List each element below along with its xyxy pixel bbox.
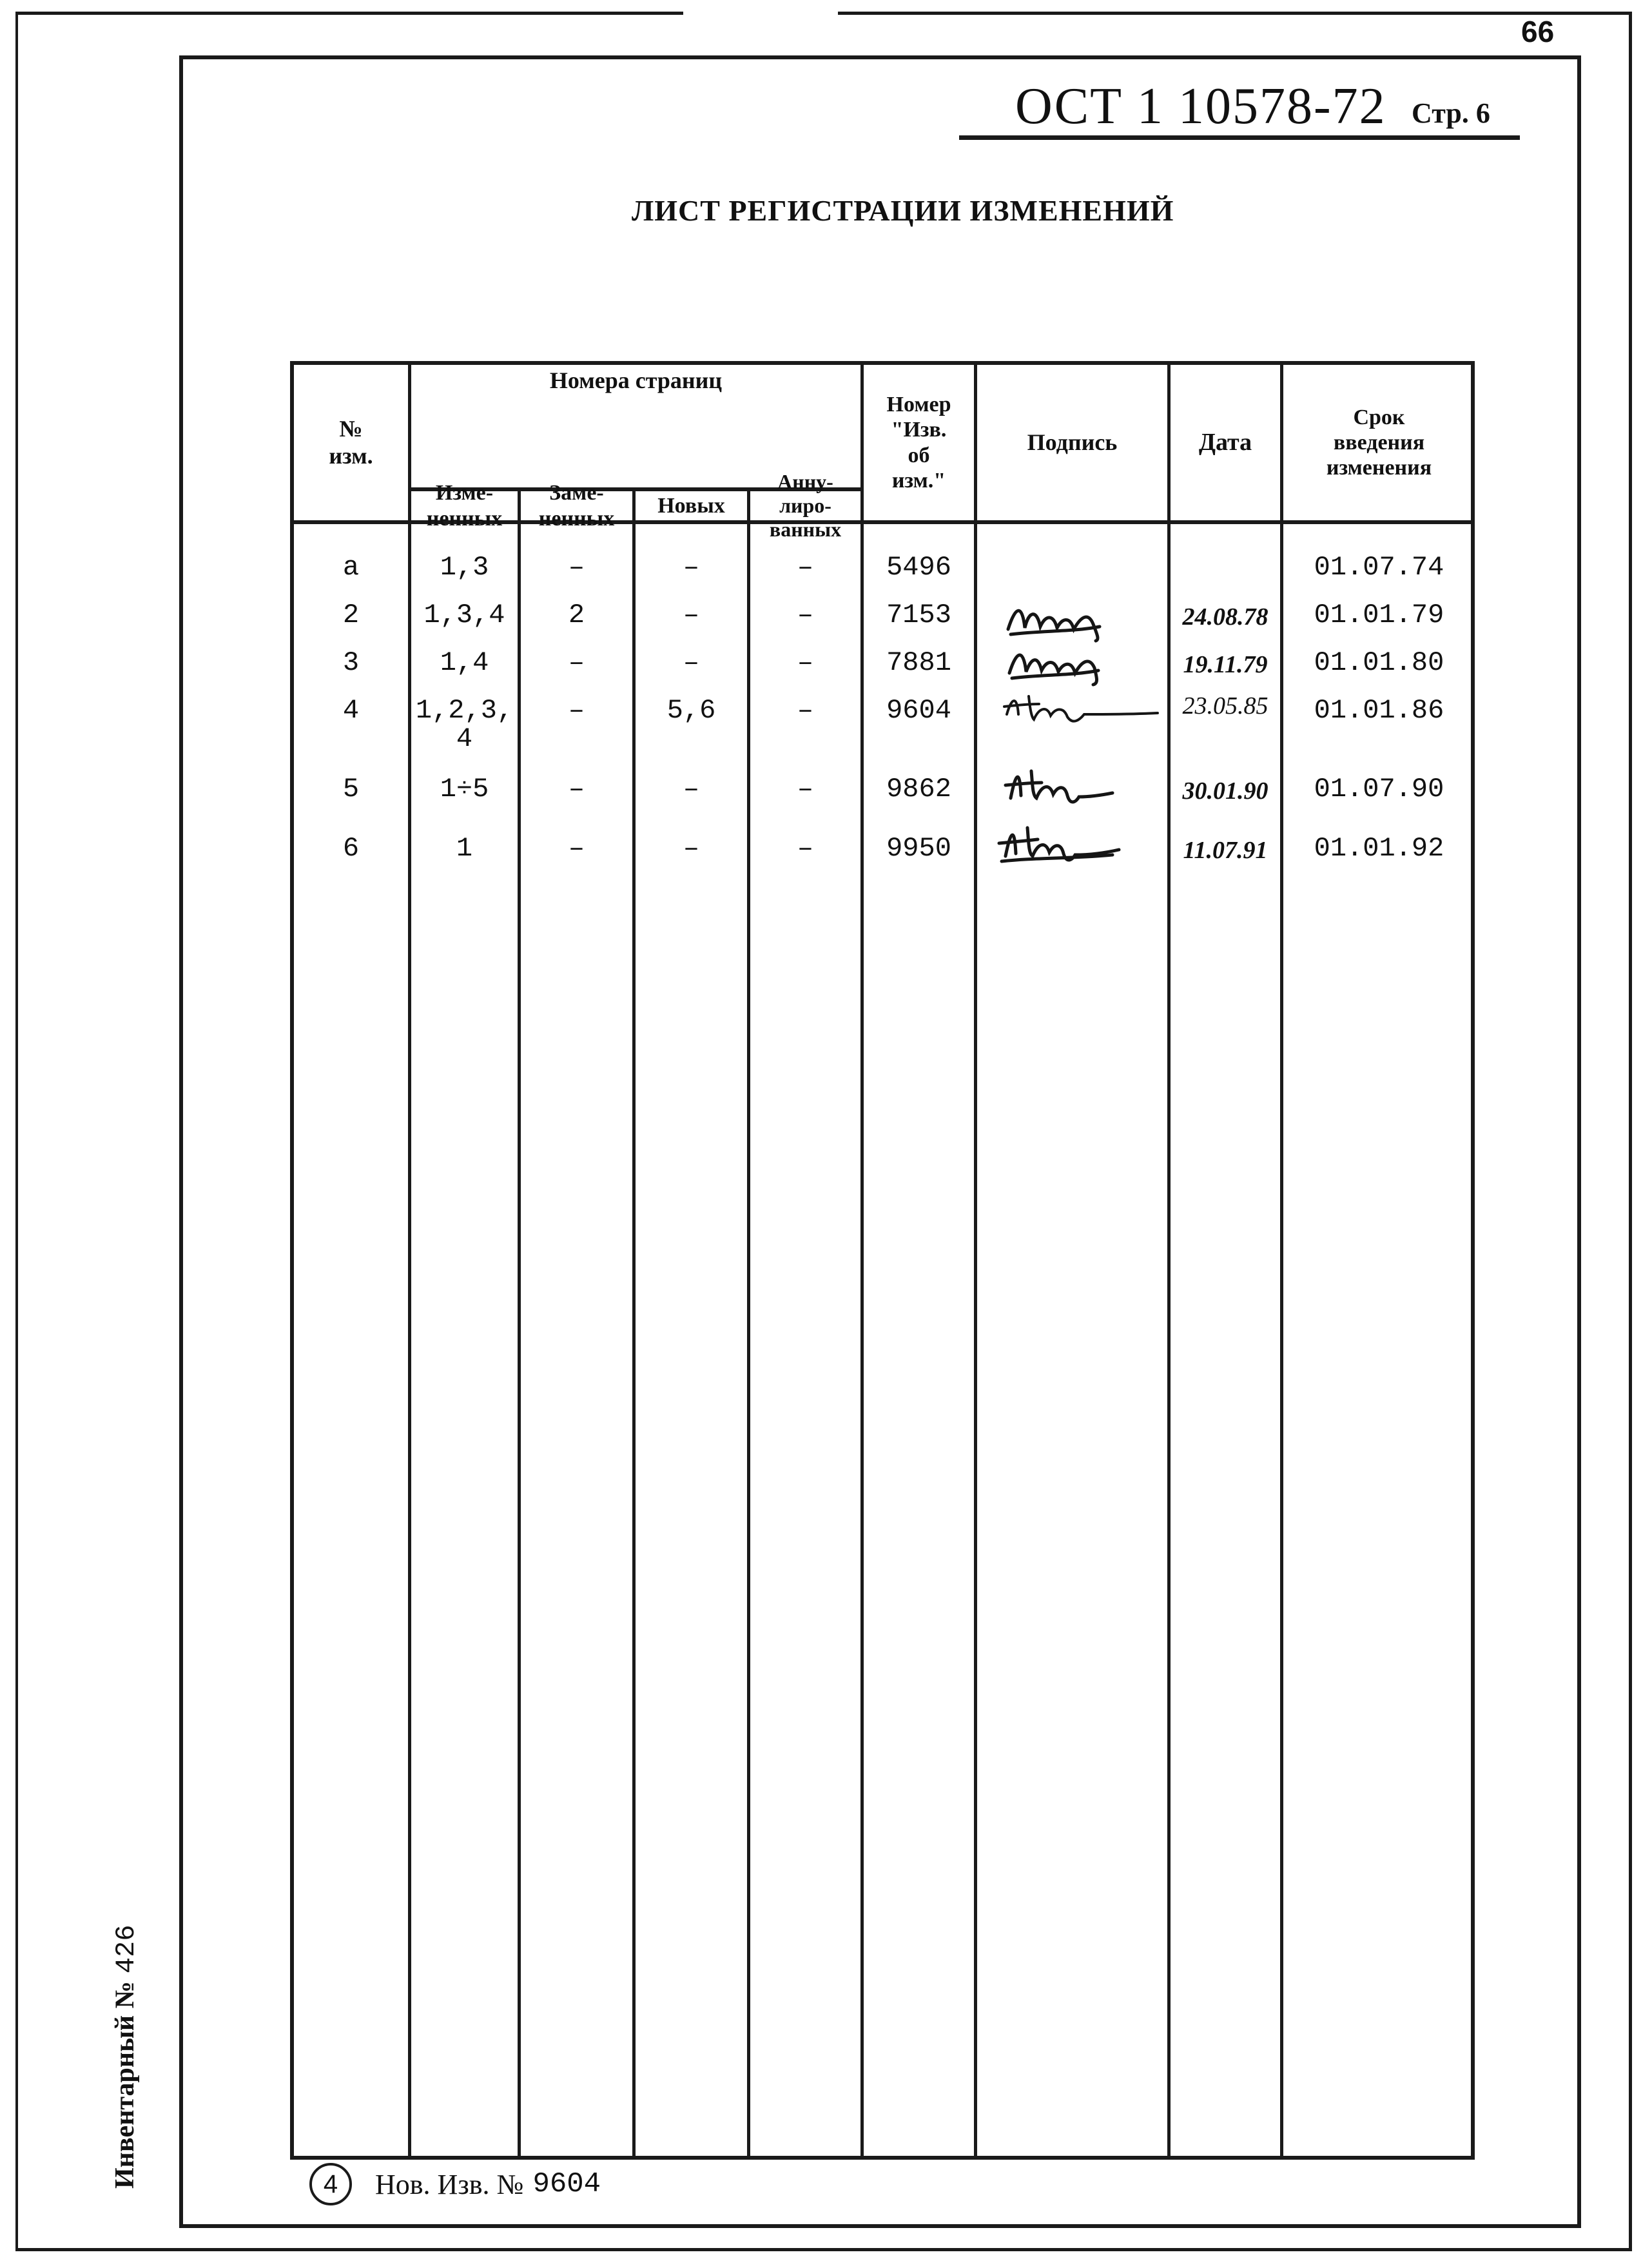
cell-new-pages: 5,6 — [666, 695, 716, 726]
cell-effective-date: 01.01.80 — [1314, 647, 1444, 678]
inventory-value: 426 — [111, 1924, 142, 1974]
cell-change-no: 4 — [342, 695, 360, 726]
cell-replaced-pages: – — [568, 647, 585, 678]
cell-effective-date: 01.07.74 — [1314, 552, 1444, 583]
col-divider — [974, 365, 977, 2156]
handwritten-signature — [1003, 689, 1164, 727]
cell-notice-no: 9950 — [886, 833, 951, 864]
cell-notice-no: 9862 — [886, 774, 951, 805]
col-divider — [860, 365, 864, 2156]
cell-effective-date: 01.01.92 — [1314, 833, 1444, 864]
cell-replaced-pages: – — [568, 552, 585, 583]
handwritten-signature — [1003, 759, 1132, 811]
cell-annulled-pages: – — [797, 647, 814, 678]
cell-change-no: 5 — [342, 774, 360, 805]
cell-date: 11.07.91 — [1183, 837, 1268, 864]
cell-replaced-pages: 2 — [568, 600, 585, 631]
cell-notice-no: 7153 — [886, 600, 951, 631]
cell-annulled-pages: – — [797, 695, 814, 726]
handwritten-signature — [1003, 598, 1132, 643]
cell-date: 30.01.90 — [1182, 777, 1268, 805]
header-effective-date: Срок введения изменения — [1326, 405, 1432, 480]
cell-notice-no: 9604 — [886, 695, 951, 726]
document-title: ЛИСТ РЕГИСТРАЦИИ ИЗМЕНЕНИЙ — [632, 194, 1174, 227]
cell-changed-pages: 1,4 — [440, 647, 489, 678]
cell-replaced-pages: – — [568, 774, 585, 805]
cell-notice-no: 5496 — [886, 552, 951, 583]
handwritten-signature — [996, 816, 1138, 868]
cell-date: 23.05.85 — [1182, 692, 1268, 719]
inventory-label: Инвентарный № — [110, 1981, 140, 2189]
cell-changed-pages: 1,2,3, 4 — [415, 695, 514, 755]
frame-gap — [683, 8, 838, 17]
col-divider — [632, 491, 636, 2156]
header-changed: Изме- ненных — [426, 481, 503, 531]
header-date: Дата — [1198, 428, 1252, 456]
col-divider — [747, 491, 750, 2156]
cell-replaced-pages: – — [568, 833, 585, 864]
cell-date: 19.11.79 — [1183, 651, 1268, 678]
cell-changed-pages: 1,3 — [440, 552, 489, 583]
header-change-no: № изм. — [329, 416, 373, 469]
cell-effective-date: 01.01.79 — [1314, 600, 1444, 631]
footer-text: Нов. Изв. № — [375, 2168, 524, 2200]
cell-new-pages: – — [683, 774, 700, 805]
circled-number: 4 — [309, 2163, 352, 2205]
cell-change-no: 6 — [342, 833, 360, 864]
col-divider — [518, 491, 521, 2156]
col-divider — [1167, 365, 1171, 2156]
standard-code: ОСТ 1 10578-72 — [1015, 78, 1386, 135]
cell-changed-pages: 1,3,4 — [423, 600, 505, 631]
cell-annulled-pages: – — [797, 552, 814, 583]
handwritten-signature — [1003, 643, 1132, 689]
footer-notice-number: 9604 — [532, 2168, 601, 2200]
cell-change-no: 2 — [342, 600, 360, 631]
cell-new-pages: – — [683, 647, 700, 678]
cell-annulled-pages: – — [797, 600, 814, 631]
footer-note — [309, 2163, 601, 2205]
cell-changed-pages: 1 — [456, 833, 473, 864]
cell-change-no: 3 — [342, 647, 360, 678]
cell-replaced-pages: – — [568, 695, 585, 726]
cell-effective-date: 01.07.90 — [1314, 774, 1444, 805]
header-replaced: Заме- ненных — [538, 481, 615, 531]
cell-new-pages: – — [683, 600, 700, 631]
header-new: Новых — [657, 493, 725, 518]
cell-new-pages: – — [683, 552, 700, 583]
cell-date: 24.08.78 — [1182, 603, 1268, 631]
header-signature: Подпись — [1027, 429, 1118, 455]
col-divider — [408, 365, 411, 2156]
header-notice-no: Номер "Изв. об изм." — [886, 393, 951, 493]
header-annulled: Анну- лиро- ванных — [769, 470, 842, 541]
standard-code-underline — [959, 135, 1520, 140]
change-register-table — [290, 361, 1475, 2160]
col-divider — [1280, 365, 1283, 2156]
cell-changed-pages: 1÷5 — [440, 774, 489, 805]
page-label: Стр. 6 — [1412, 97, 1490, 129]
inventory-number — [110, 1925, 142, 2189]
header-page-numbers: Номера страниц — [549, 367, 723, 393]
cell-effective-date: 01.01.86 — [1314, 695, 1444, 726]
cell-annulled-pages: – — [797, 833, 814, 864]
cell-notice-no: 7881 — [886, 647, 951, 678]
cell-change-no: а — [342, 552, 360, 583]
sheet-number: 66 — [1521, 15, 1555, 48]
cell-annulled-pages: – — [797, 774, 814, 805]
cell-new-pages: – — [683, 833, 700, 864]
